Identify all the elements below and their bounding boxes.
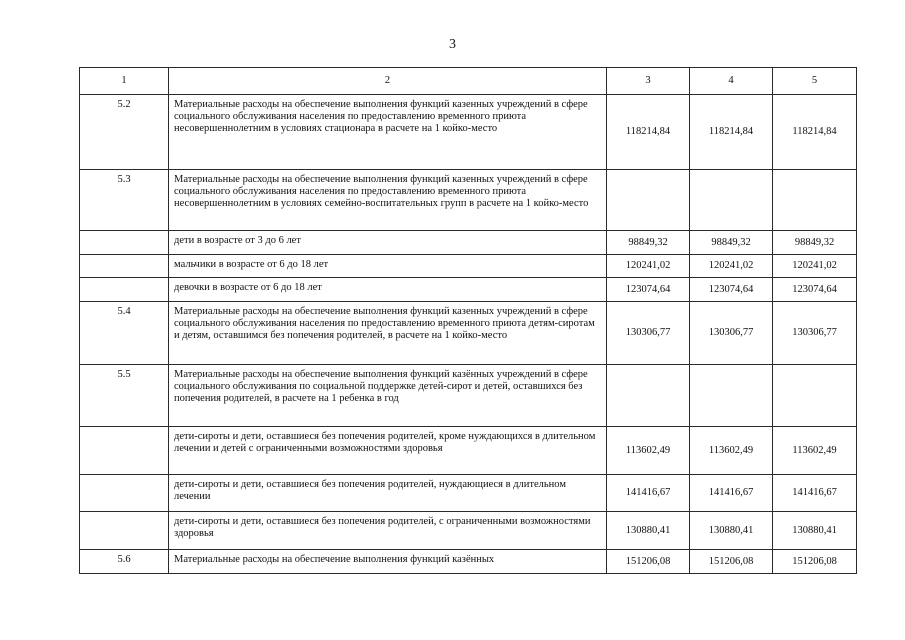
header-col-3: 3 [607, 68, 690, 95]
value-col-4 [690, 365, 773, 427]
row-description: Материальные расходы на обеспечение выполнения функций казённых учреждений в сфере социального обслуживания по социальной поддержке детей-сирот и детей, оставшихся без попечения родителей, в расчете на 1 ребенка в год [169, 365, 607, 427]
value-col-4: 118214,84 [690, 95, 773, 170]
value-col-5: 98849,32 [773, 231, 857, 255]
table-row [80, 475, 857, 512]
row-description: дети-сироты и дети, оставшиеся без попечения родителей, с ограниченными возможностями здоровья [169, 512, 607, 550]
value-col-4: 98849,32 [690, 231, 773, 255]
header-col-5: 5 [773, 68, 857, 95]
value-col-4 [690, 170, 773, 231]
value-col-5: 118214,84 [773, 95, 857, 170]
value-col-5 [773, 365, 857, 427]
header-col-1: 1 [80, 68, 169, 95]
table-row [80, 302, 857, 365]
value-col-4: 113602,49 [690, 427, 773, 475]
value-col-3 [607, 365, 690, 427]
expense-table [79, 67, 857, 574]
value-col-5: 141416,67 [773, 475, 857, 512]
value-col-3: 123074,64 [607, 278, 690, 302]
row-description: Материальные расходы на обеспечение выполнения функций казенных учреждений в сфере социального обслуживания населения по предоставлению временного приюта несовершеннолетним в условиях семейно-воспитательных групп в расчете на 1 койко-место [169, 170, 607, 231]
value-col-3: 98849,32 [607, 231, 690, 255]
row-number [80, 255, 169, 278]
value-col-5: 151206,08 [773, 550, 857, 574]
row-number [80, 475, 169, 512]
value-col-4: 151206,08 [690, 550, 773, 574]
value-col-3: 113602,49 [607, 427, 690, 475]
row-description: дети-сироты и дети, оставшиеся без попечения родителей, кроме нуждающихся в длительном лечении и детей с ограниченными возможностями здоровья [169, 427, 607, 475]
value-col-5: 130306,77 [773, 302, 857, 365]
value-col-4: 141416,67 [690, 475, 773, 512]
row-description: Материальные расходы на обеспечение выполнения функций казенных учреждений в сфере социального обслуживания населения по предоставлению временного приюта несовершеннолетним в условиях стационара в расчете на 1 койко-место [169, 95, 607, 170]
table-row [80, 365, 857, 427]
row-description: девочки в возрасте от 6 до 18 лет [169, 278, 607, 302]
value-col-5: 130880,41 [773, 512, 857, 550]
table-row [80, 512, 857, 550]
value-col-5: 123074,64 [773, 278, 857, 302]
value-col-4: 130306,77 [690, 302, 773, 365]
row-description: дети-сироты и дети, оставшиеся без попечения родителей, нуждающиеся в длительном лечении [169, 475, 607, 512]
row-description: дети в возрасте от 3 до 6 лет [169, 231, 607, 255]
value-col-4: 120241,02 [690, 255, 773, 278]
value-col-3: 120241,02 [607, 255, 690, 278]
row-description: Материальные расходы на обеспечение выполнения функций казённых [169, 550, 607, 574]
value-col-3: 130880,41 [607, 512, 690, 550]
value-col-3 [607, 170, 690, 231]
table-row [80, 170, 857, 231]
value-col-5: 120241,02 [773, 255, 857, 278]
header-col-4: 4 [690, 68, 773, 95]
row-description: мальчики в возрасте от 6 до 18 лет [169, 255, 607, 278]
row-number [80, 427, 169, 475]
row-number [80, 231, 169, 255]
table-row [80, 427, 857, 475]
value-col-4: 123074,64 [690, 278, 773, 302]
value-col-3: 130306,77 [607, 302, 690, 365]
page-number: 3 [449, 37, 456, 52]
table-row [80, 278, 857, 302]
row-number: 5.3 [80, 170, 169, 231]
table-row [80, 255, 857, 278]
row-number: 5.2 [80, 95, 169, 170]
header-col-2: 2 [169, 68, 607, 95]
value-col-5: 113602,49 [773, 427, 857, 475]
row-number: 5.5 [80, 365, 169, 427]
value-col-4: 130880,41 [690, 512, 773, 550]
row-number [80, 278, 169, 302]
table-row [80, 231, 857, 255]
value-col-3: 141416,67 [607, 475, 690, 512]
value-col-3: 118214,84 [607, 95, 690, 170]
table-header-row [80, 68, 857, 95]
value-col-3: 151206,08 [607, 550, 690, 574]
table-row [80, 95, 857, 170]
row-number: 5.4 [80, 302, 169, 365]
row-number [80, 512, 169, 550]
row-description: Материальные расходы на обеспечение выполнения функций казенных учреждений в сфере социального обслуживания населения по предоставлению временного приюта детям-сиротам и детям, оставшимся без попечения родителей, в расчете на 1 койко-место [169, 302, 607, 365]
row-number: 5.6 [80, 550, 169, 574]
value-col-5 [773, 170, 857, 231]
table-row [80, 550, 857, 574]
